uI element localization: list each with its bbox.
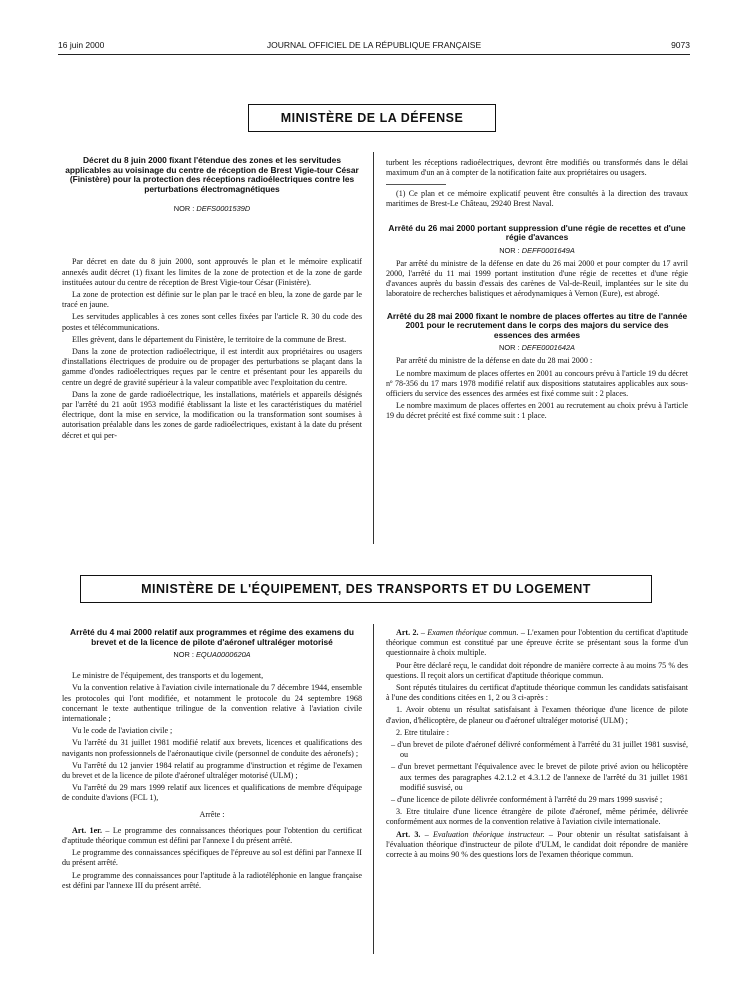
decret-paragraph: Elles grèvent, dans le département du Finistère, le territoire de la commune de Brest. [72,334,347,344]
column-divider [373,152,374,544]
arrete-places-nor: NOR : DEFE0001642A [498,343,575,353]
ministry-equipement-title: MINISTÈRE DE L'ÉQUIPEMENT, DES TRANSPORTS ET DU LOGEMENT [80,575,652,603]
arrete-suppression-title: Arrêté du 26 mai 2000 portant suppression d'une régie de recettes et d'une régie d'avances [388,222,686,243]
ministry-defense-title: MINISTÈRE DE LA DÉFENSE [248,104,496,132]
article-2-paragraph: Pour être déclaré reçu, le candidat doit répondre de manière correcte à au moins 75 % des questions. Il reçoit alors un certificat d'aptitude théorique commun. [386,660,688,680]
header-rule [58,54,690,55]
decret-paragraph: Dans la zone de garde radioélectrique, les installations, matériels et appareils désignés par l'arrêté du 21 août 1953 modifié établissant la liste et les caractéristiques du matériel électrique, dont la mise en service, la modification ou la transformation sont soumises à autorisation préalable dans les zones de garde radioélectriques, existant à la date du présent décret et qui per- [62,389,362,440]
dash-item: – d'une licence de pilote délivrée conformément à l'arrêté du 29 mars 1999 susvisé ; [391,795,663,805]
decret-paragraph: Les servitudes applicables à ces zones sont celles fixées par l'article R. 30 du code des postes et télécommunications. [62,312,362,332]
dash-item: – d'un brevet permettant l'équivalence avec le brevet de pilote privé avion ou hélicoptère aux termes des paragraphes 4.2.1.2 et 4.3.1.2 de l'annexe de l'arrêté du 31 juillet 1981 modifié susvisé, ou [391,762,688,792]
arrete-places-paragraph: Par arrêté du ministre de la défense en date du 28 mai 2000 : [396,356,593,366]
equipement-left-column [62,628,362,893]
equipement-right-column [386,628,688,862]
decret-continuation: turbent les réceptions radioélectriques, devront être modifiés ou transformés dans le délai maximum d'un an à compter de la notification faite aux propriétaires ou usagers. [386,158,688,178]
arrete-word: Arrête : [199,809,225,819]
article-3: Art. 3. – Evaluation théorique instructeur. – Pour obtenir un résultat satisfaisant à l'évaluation théorique d'instructeur de pilote d'ULM, le candidat doit répondre de manière correcte à au moins 90 % des questions lors de l'examen théorique commun. [386,829,689,860]
decret-nor: NOR : DEFS0001539D [173,204,251,214]
dash-item: – d'un brevet de pilote d'aéronef délivré conformément à l'arrêté du 31 juillet 1981 susvisé, ou [391,740,688,760]
footnote: (1) Ce plan et ce mémoire explicatif peuvent être consultés à la direction des travaux maritimes de Brest-Le Château, 29240 Brest Naval. [386,189,688,209]
arrete-ulm-nor: NOR : EQUA0000620A [173,650,251,660]
header-date: 16 juin 2000 [58,40,105,50]
article-1-paragraph: Le programme des connaissances spécifiques de l'épreuve au sol est défini par l'annexe II du présent arrêté. [62,848,362,868]
header-page-number: 9073 [671,40,690,50]
visa-paragraph: Le ministre de l'équipement, des transports et du logement, [72,671,264,681]
arrete-ulm-title: Arrêté du 4 mai 2000 relatif aux programmes et régime des examens du brevet et de la licence de pilote d'aéronef ultraléger motorisé [70,627,354,647]
article-2-paragraph: Sont réputés titulaires du certificat d'aptitude théorique commun les candidats satisfaisant à l'une des conditions citées en 1, 2 ou 3 ci-après : [386,683,688,703]
decret-paragraph: Par décret en date du 8 juin 2000, sont approuvés le plan et le mémoire explicatif annexés audit décret (1) fixant les limites de la zone de protection et de la zone de garde instituées autour du centre de réception de Brest Vigie-tour César (Finistère). [62,257,362,287]
visa-paragraph: Vu le code de l'aviation civile ; [72,726,173,736]
arrete-places-title: Arrêté du 28 mai 2000 fixant le nombre de places offertes au titre de l'année 2001 pour le recrutement dans le corps des majors du service des essences des armées [386,310,688,340]
article-1: Art. 1er. – Le programme des connaissances théoriques pour l'obtention du certificat d'aptitude théorique commun est défini par l'annexe I du présent arrêté. [62,825,362,846]
article-2: Art. 2. – Examen théorique commun. – L'examen pour l'obtention du certificat d'aptitude théorique commun est constitué par une épreuve écrite se présentant sous la forme d'un questionnaire à choix multiple. [386,628,688,658]
visa-paragraph: Vu la convention relative à l'aviation civile internationale du 7 décembre 1944, ensemble les protocoles qui l'ont modifiée, et notamment le protocole du 24 septembre 1968 concernant le texte authentique trilingue de la convention relative à l'aviation civile internationale ; [62,683,362,723]
arrete-suppression-nor: NOR : DEFF0001649A [499,245,575,255]
decret-paragraph: La zone de protection est définie sur le plan par le tracé en bleu, la zone de garde par le tracé en jaune. [62,289,362,310]
article-2-paragraph: 1. Avoir obtenu un résultat satisfaisant à l'examen théorique d'une licence de pilote d'avion, d'hélicoptère, de planeur ou d'aéronef ultraléger motorisé (ULM) ; [386,705,688,725]
decret-paragraph: Dans la zone de protection radioélectrique, il est interdit aux propriétaires ou usagers d'installations électriques de produire ou de propager des perturbations se plaçant dans la gamme d'ondes radioélectriques reçues par le centre et présentant pour les appareils du centre un degré de gravité supérieur à la valeur compatible avec l'exploitation du centre. [62,347,362,387]
article-2-paragraph: 2. Etre titulaire : [396,727,450,737]
decret-title: Décret du 8 juin 2000 fixant l'étendue des zones et les servitudes applicables au voisinage du centre de réception de Brest Vigie-tour César (Finistère) pour la protection des réceptions radioélectriques contre les perturbations électromagnétiques [65,155,359,194]
header-journal: JOURNAL OFFICIEL DE LA RÉPUBLIQUE FRANÇAISE [266,40,482,50]
defense-right-column [386,158,688,424]
arrete-suppression-text: Par arrêté du ministre de la défense en date du 26 mai 2000 et pour compter du 17 avril 2000, l'arrêté du 11 mai 1999 portant institution d'une régie de recettes et d'une régie d'avances auprès du bassin d'essais des carènes de Val-de-Reuil, implantées sur le site du laboratoire de recherches balistiques et aérodynamiques à Vernon (Eure), est abrogé. [386,258,688,299]
visa-paragraph: Vu l'arrêté du 12 janvier 1984 relatif au programme d'instruction et régime de l'examen du brevet et de la licence de pilote d'aéronef ultraléger motorisé (ULM) ; [62,760,362,781]
column-divider-2 [373,624,374,954]
article-2-item-3: 3. Etre titulaire d'une licence étrangère de pilote d'aéronef, même périmée, délivrée conformément aux normes de la convention relative à l'aviation civile internationale. [386,807,688,827]
visa-paragraph: Vu l'arrêté du 31 juillet 1981 modifié relatif aux brevets, licences et qualifications des navigants non professionnels de l'aéronautique civile (personnel de conduite des aéronefs) ; [62,738,362,758]
article-1-paragraph: Le programme des connaissances pour l'aptitude à la radiotéléphonie en langue française est défini par l'annexe III du présent arrêté. [62,870,362,890]
arrete-places-paragraph: Le nombre maximum de places offertes en 2001 au recrutement au choix prévu à l'article 19 du décret précité est fixé comme suit : 1 place. [386,401,688,421]
defense-left-column [62,156,362,443]
footnote-rule [386,184,446,185]
visa-paragraph: Vu l'arrêté du 29 mars 1999 relatif aux licences et qualifications de membre d'équipage de conduite d'avions (FCL 1), [62,783,362,803]
arrete-places-paragraph: Le nombre maximum de places offertes en 2001 au concours prévu à l'article 19 du décret nº 78-356 du 17 mars 1978 modifié relatif aux dispositions statutaires applicables aux sous-officiers du service des essences des armées est fixé comme suit : 2 places. [386,368,688,398]
